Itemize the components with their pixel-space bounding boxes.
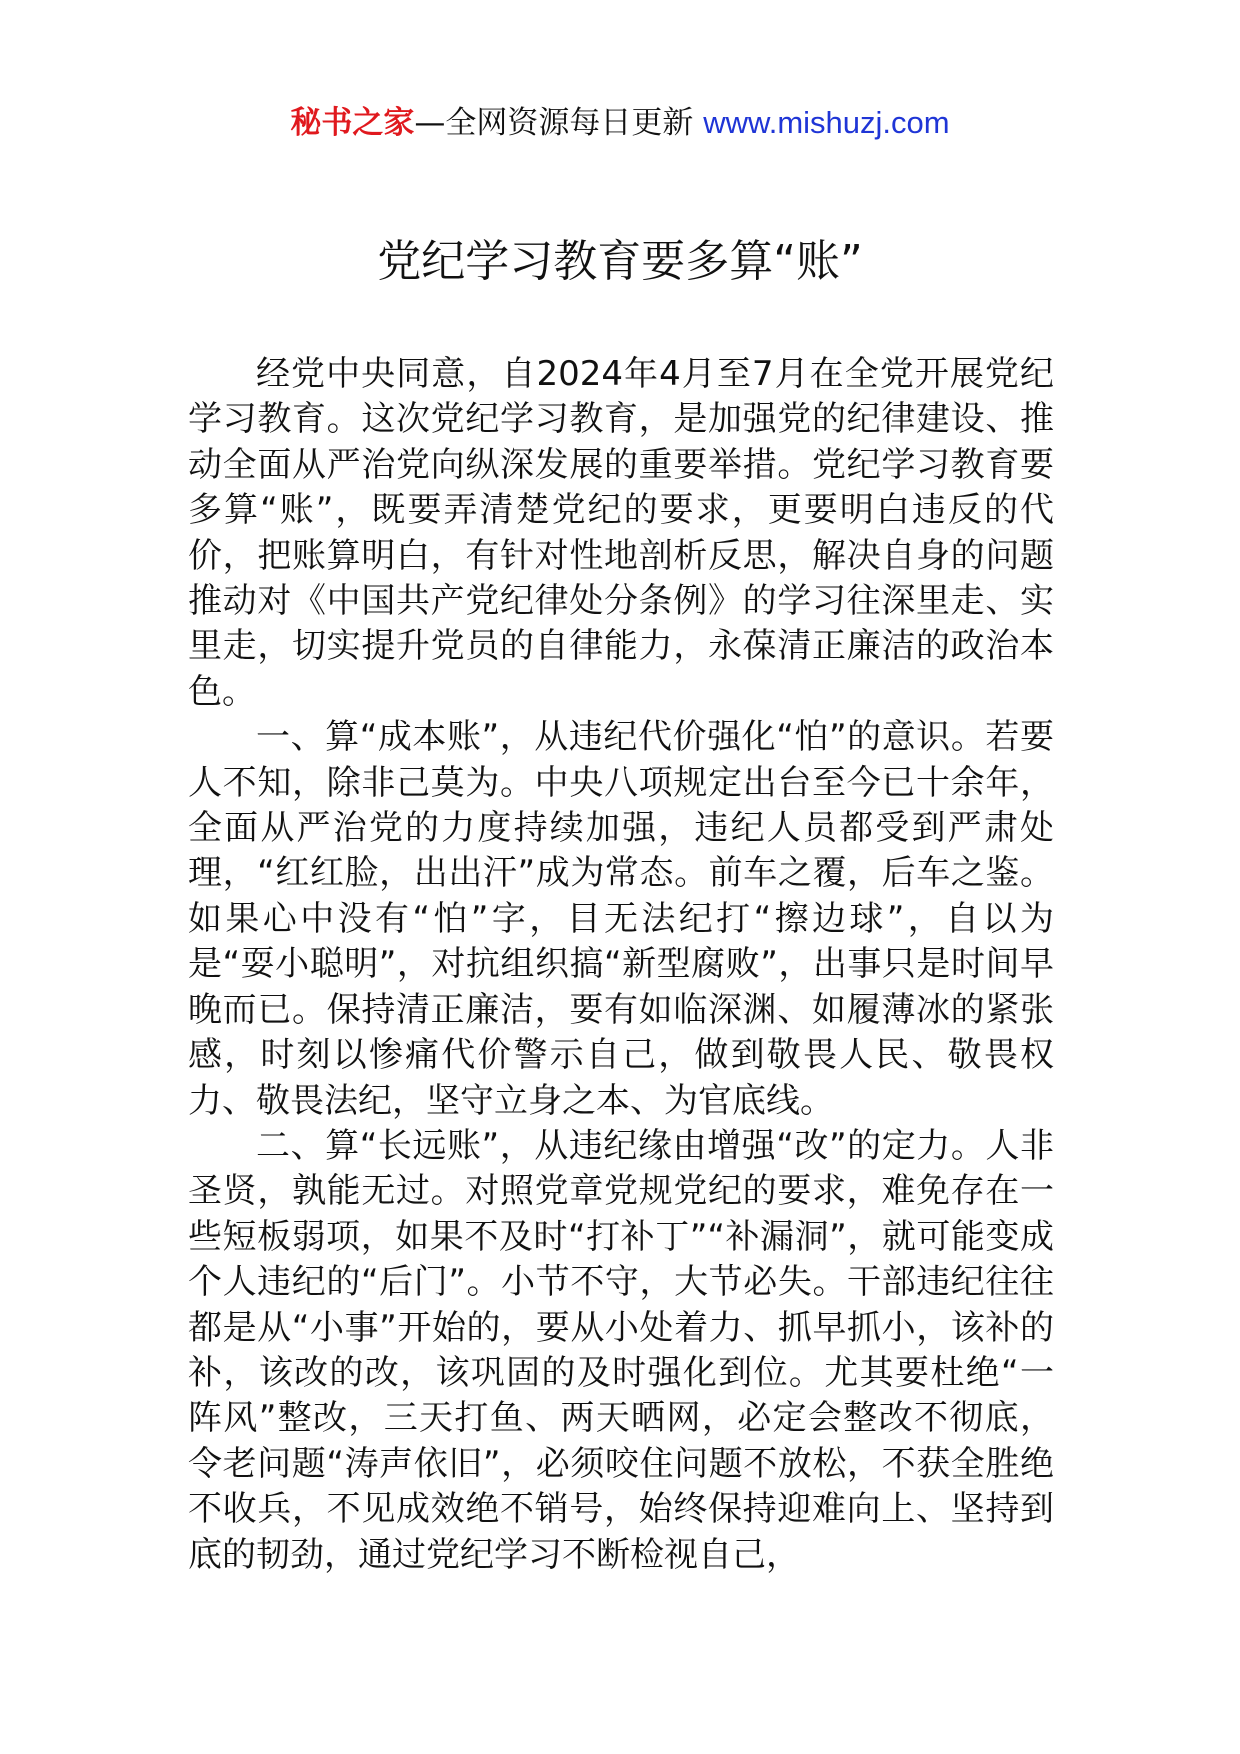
paragraph-intro: 经党中央同意，自2024年4月至7月在全党开展党纪学习教育。这次党纪学习教育，是加强党的纪律建设、推动全面从严治党向纵深发展的重要举措。党纪学习教育要多算“账”，既要弄清楚党纪的要求，更要明白违反的代价，把账算明白，有针对性地剖析反思，解决自身的问题推动对《中国共产党纪律处分条例》的学习往深里走、实里走，切实提升党员的自律能力，永葆清正廉洁的政治本色。 bbox=[188, 354, 1054, 712]
document-title: 党纪学习教育要多算“账” bbox=[377, 236, 863, 287]
site-brand: 秘书之家 bbox=[290, 105, 415, 141]
paragraph-section-2: 二、算“长远账”，从违纪缘由增强“改”的定力。人非圣贤，孰能无过。对照党章党规党纪的要求，难免存在一些短板弱项，如果不及时“打补丁”“补漏洞”，就可能变成个人违纪的“后门”。小节不守，大节必失。干部违纪往往都是从“小事”开始的，要从小处着力、抓早抓小，该补的补，该改的改，该巩固的及时强化到位。尤其要杜绝“一阵风”整改，三天打鱼、两天晒网，必定会整改不彻底，令老问题“涛声依旧”，必须咬住问题不放松，不获全胜绝不收兵，不见成效绝不销号，始终保持迎难向上、坚持到底的韧劲，通过党纪学习不断检视自己， bbox=[188, 1125, 1054, 1575]
paragraph-section-1: 一、算“成本账”，从违纪代价强化“怕”的意识。若要人不知，除非己莫为。中央八项规定出台至今已十余年，全面从严治党的力度持续加强，违纪人员都受到严肃处理，“红红脸，出出汗”成为常态。前车之覆，后车之鉴。如果心中没有“怕”字，目无法纪打“擦边球”，自以为是“耍小聪明”，对抗组织搞“新型腐败”，出事只是时间早晚而已。保持清正廉洁，要有如临深渊、如履薄冰的紧张感，时刻以惨痛代价警示自己，做到敬畏人民、敬畏权力、敬畏法纪，坚守立身之本、为官底线。 bbox=[188, 717, 1054, 1121]
site-header bbox=[0, 100, 1240, 146]
site-tagline: —全网资源每日更新 bbox=[414, 105, 694, 141]
document-body bbox=[188, 352, 1054, 1578]
site-url-link[interactable]: www.mishuzj.com bbox=[703, 105, 950, 140]
